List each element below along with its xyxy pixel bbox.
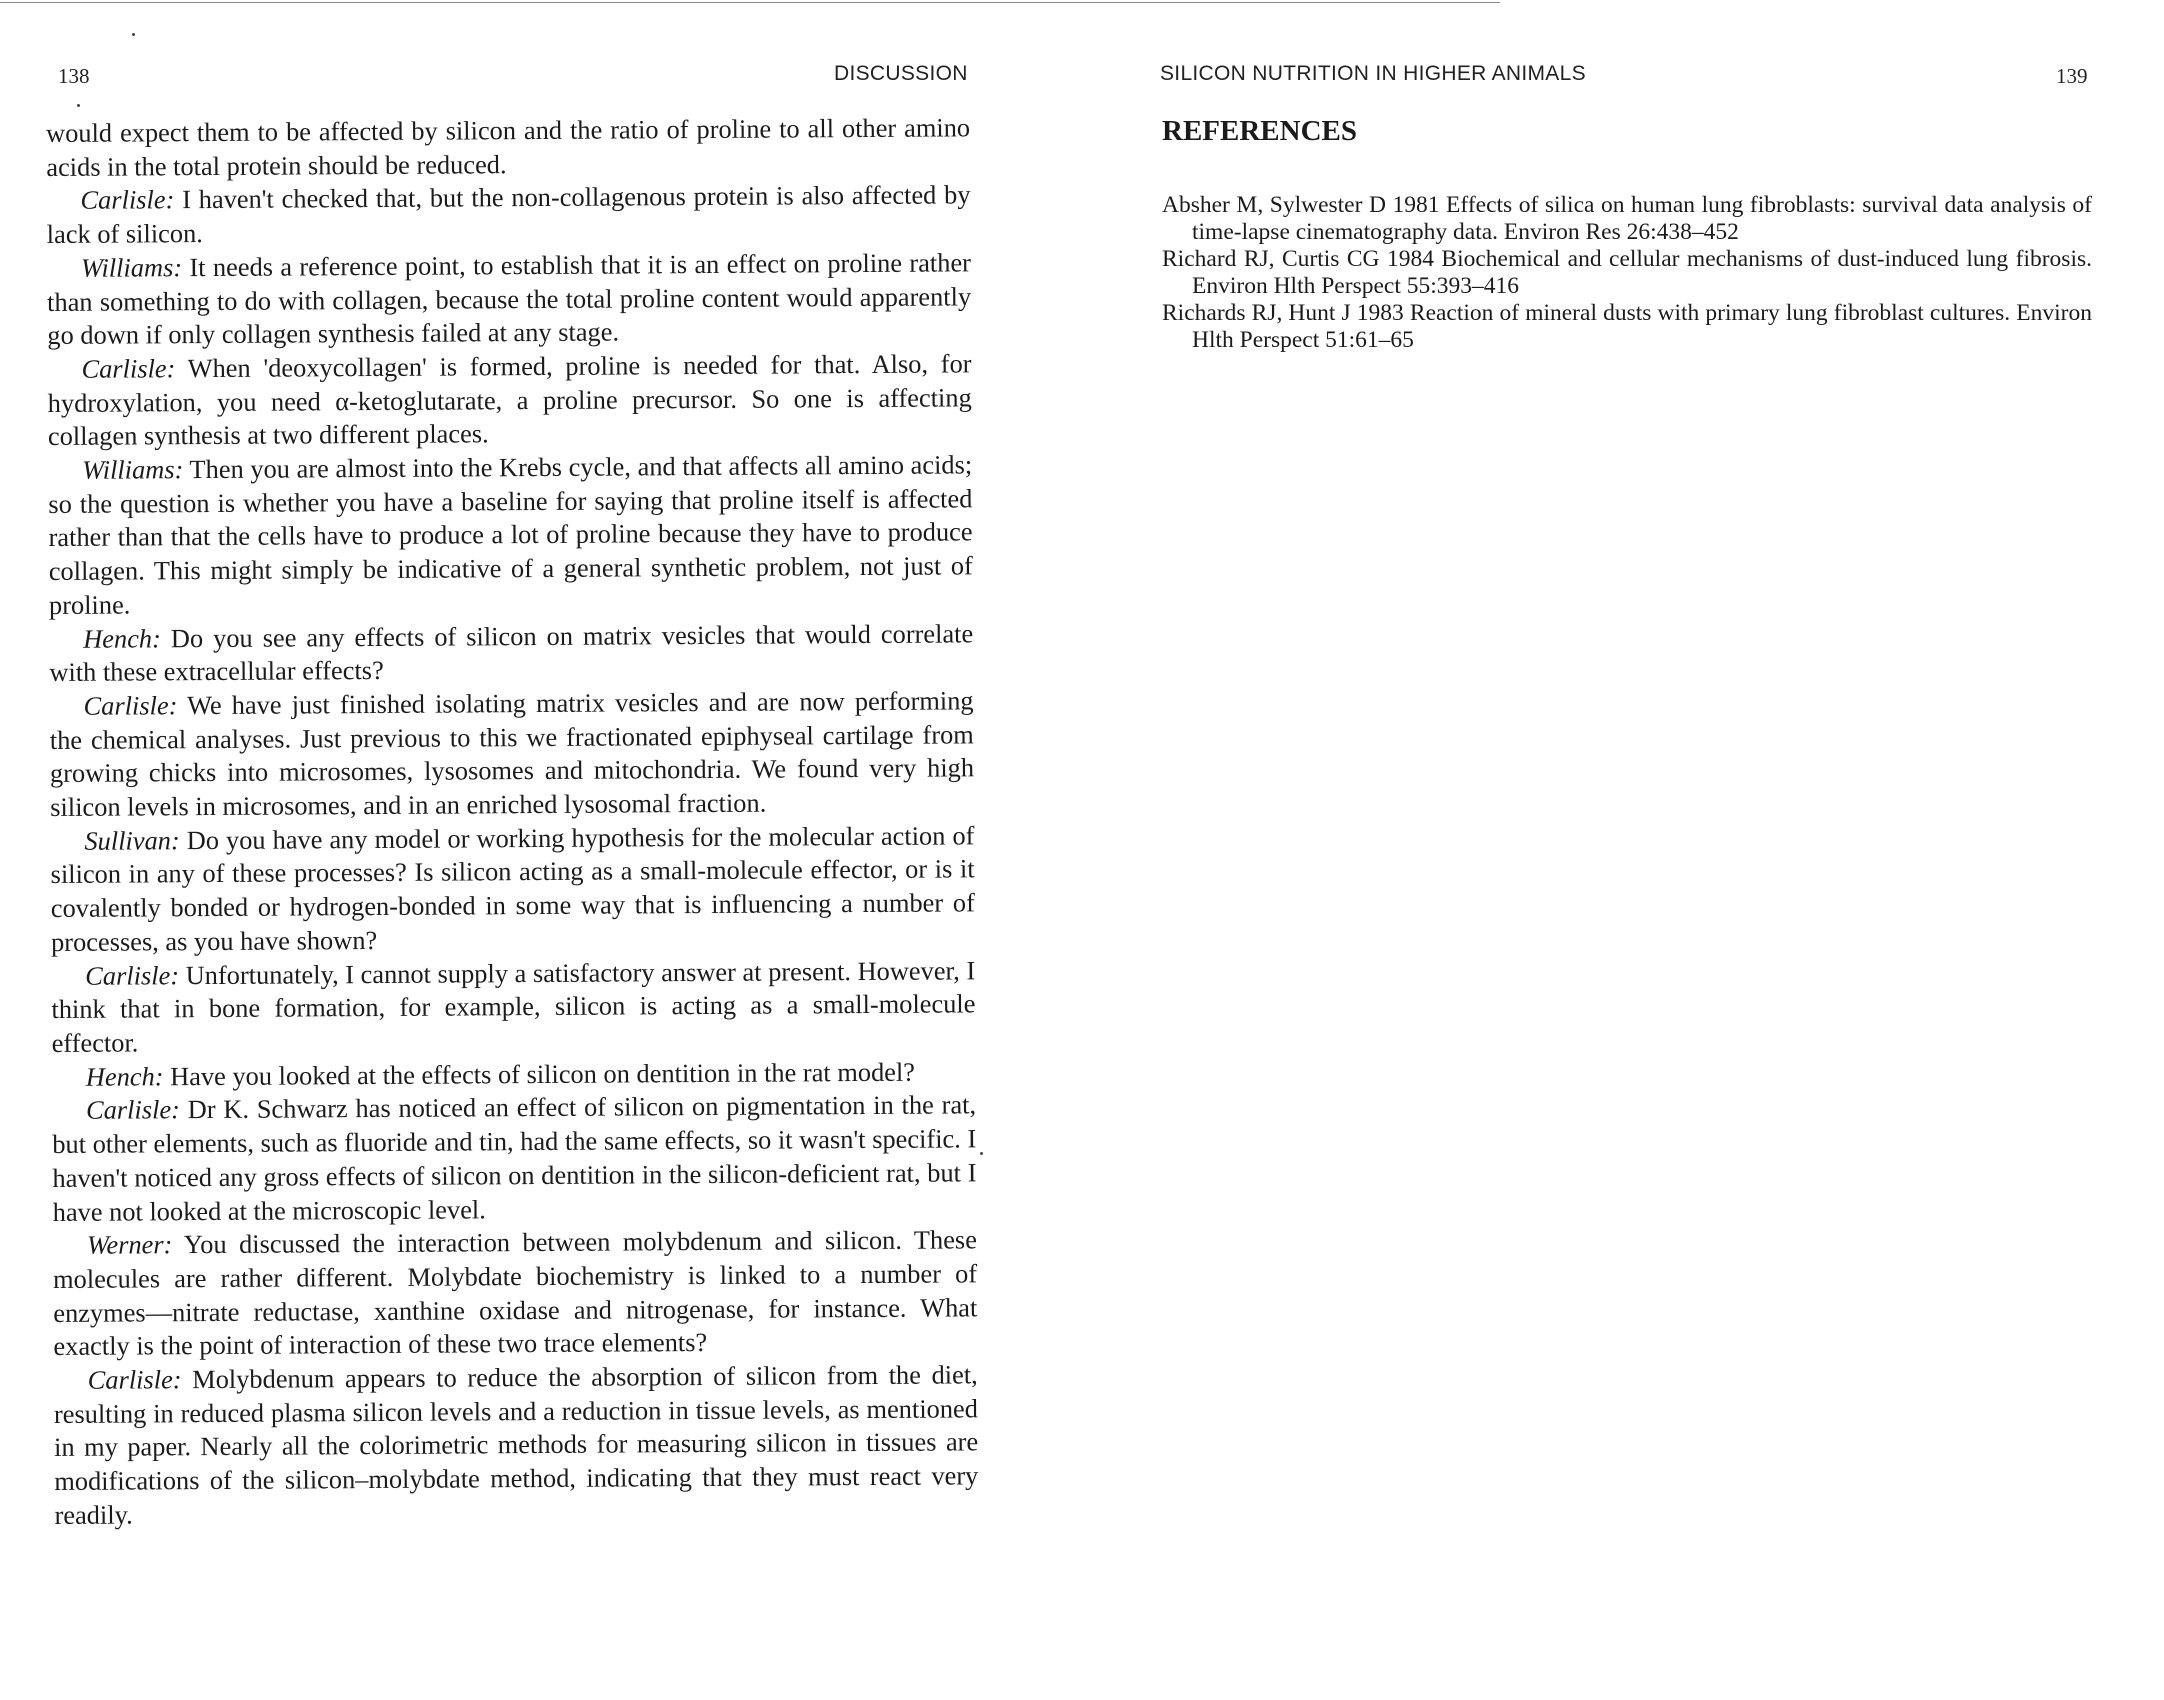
speaker-remark: It needs a reference point, to establish that it is an effect on proline rather than something to do with collagen, because the total proline content would apparently go down if only collagen synthesis failed at any stage. [47, 247, 972, 351]
speaker-name: Carlisle: [85, 1094, 181, 1126]
speaker-remark: Then you are almost into the Krebs cycle, and that affects all amino acids; so the question is whether you have a baseline for saying that proline itself is affected rather than that the cells have to produce a lot of proline because they have to produce collagen. This might simply be indicative of a general synthetic problem, not just of proline. [48, 449, 973, 620]
discussion-exchanges [46, 179, 978, 1533]
discussion-paragraph [48, 448, 973, 622]
discussion-paragraph [50, 819, 975, 959]
discussion-paragraph [47, 347, 972, 454]
speaker-remark: Molybdenum appears to reduce the absorption of silicon from the diet, resulting in reduced plasma silicon levels and a reduction in tissue levels, as mentioned in my paper. Nearly all the colorimetric methods for measuring silicon in tissues are modifications of the silicon–molybdate method, indicating that they must react very readily. [53, 1359, 979, 1530]
reference-entry: Richards RJ, Hunt J 1983 Reaction of mineral dusts with primary lung fibroblast cultures. Environ Hlth Perspect 51:61–65 [1162, 300, 2092, 353]
speaker-name: Carlisle: [80, 184, 175, 216]
discussion-paragraph [54, 1358, 979, 1532]
speaker-remark: You discussed the interaction between molybdenum and silicon. These molecules are rather different. Molybdate biochemistry is linked to a number of enzymes—nitrate reductase, xanthine oxidase and nitrogenase, for instance. What exactly is the point of interaction of these two trace elements? [53, 1224, 978, 1362]
reference-list [1162, 192, 2092, 354]
speaker-remark: Do you have any model or working hypothesis for the molecular action of silicon in any of these processes? Is silicon acting as a small-molecule effector, or is it covalently bonded or hydrogen-bonded in some way that is influencing a number of processes, as you have shown? [50, 820, 975, 957]
speaker-name: Carlisle: [87, 1364, 182, 1395]
discussion-paragraph [51, 954, 976, 1061]
running-head: DISCUSSION [834, 62, 968, 85]
running-head: SILICON NUTRITION IN HIGHER ANIMALS [1160, 62, 1586, 85]
speaker-remark: Have you looked at the effects of silicon on dentition in the rat model? [170, 1056, 916, 1091]
speaker-name: Hench: [83, 622, 161, 654]
discussion-paragraph [52, 1089, 977, 1229]
speaker-name: Williams: [80, 251, 183, 283]
speaker-remark: Do you see any effects of silicon on matrix vesicles that would correlate with these extracellular effects? [49, 617, 974, 688]
page-number: 138 [58, 64, 90, 88]
speaker-name: Carlisle: [81, 353, 176, 384]
reference-entry: Absher M, Sylwester D 1981 Effects of silica on human lung fibroblasts: survival data analysis of time-lapse cinematography data. Environ Res 26:438–452 [1162, 192, 2092, 245]
opening-paragraph: would expect them to be affected by silicon and the ratio of proline to all other amino acids in the total protein should be reduced. [46, 112, 971, 182]
discussion-text [46, 111, 979, 1532]
references-heading: REFERENCES [1162, 115, 1357, 147]
speaker-name: Sullivan: [84, 824, 180, 856]
speaker-remark: When 'deoxycollagen' is formed, proline is needed for that. Also, for hydroxylation, you need α-ketoglutarate, a proline precursor. So one is affecting collagen synthesis at two different places. [47, 348, 972, 452]
discussion-paragraph [47, 246, 972, 353]
discussion-paragraph [49, 684, 974, 824]
discussion-paragraph [52, 1055, 976, 1094]
page-number: 139 [2056, 64, 2088, 88]
speaker-remark: Dr K. Schwarz has noticed an effect of silicon on pigmentation in the rat, but other elements, such as fluoride and tin, had the same effects, so it wasn't specific. I haven't noticed any gross effects of silicon on dentition in the silicon-deficient rat, but I have not looked at the microscopic level. [52, 1089, 977, 1227]
speaker-name: Carlisle: [83, 690, 178, 721]
speaker-remark: We have just finished isolating matrix vesicles and are now performing the chemical analyses. Just previous to this we fractionated epiphyseal cartilage from growing chicks into microsomes, lysosomes and mitochondria. We found very high silicon levels in microsomes, and in an enriched lysosomal fraction. [49, 685, 975, 823]
discussion-paragraph [49, 617, 973, 690]
speaker-name: Williams: [82, 454, 184, 485]
speaker-remark: I haven't checked that, but the non-collagenous protein is also affected by lack of silicon. [46, 179, 971, 250]
discussion-paragraph [53, 1224, 978, 1364]
right-page [1082, 0, 2164, 1700]
speaker-remark: Unfortunately, I cannot supply a satisfactory answer at present. However, I think that in bone formation, for example, silicon is acting as a small-molecule effector. [51, 954, 976, 1058]
discussion-paragraph [46, 179, 970, 252]
speaker-name: Werner: [86, 1229, 173, 1260]
reference-entry: Richard RJ, Curtis CG 1984 Biochemical and cellular mechanisms of dust-induced lung fibrosis. Environ Hlth Perspect 55:393–416 [1162, 246, 2092, 299]
speaker-name: Carlisle: [85, 959, 180, 991]
speaker-name: Hench: [85, 1060, 164, 1092]
